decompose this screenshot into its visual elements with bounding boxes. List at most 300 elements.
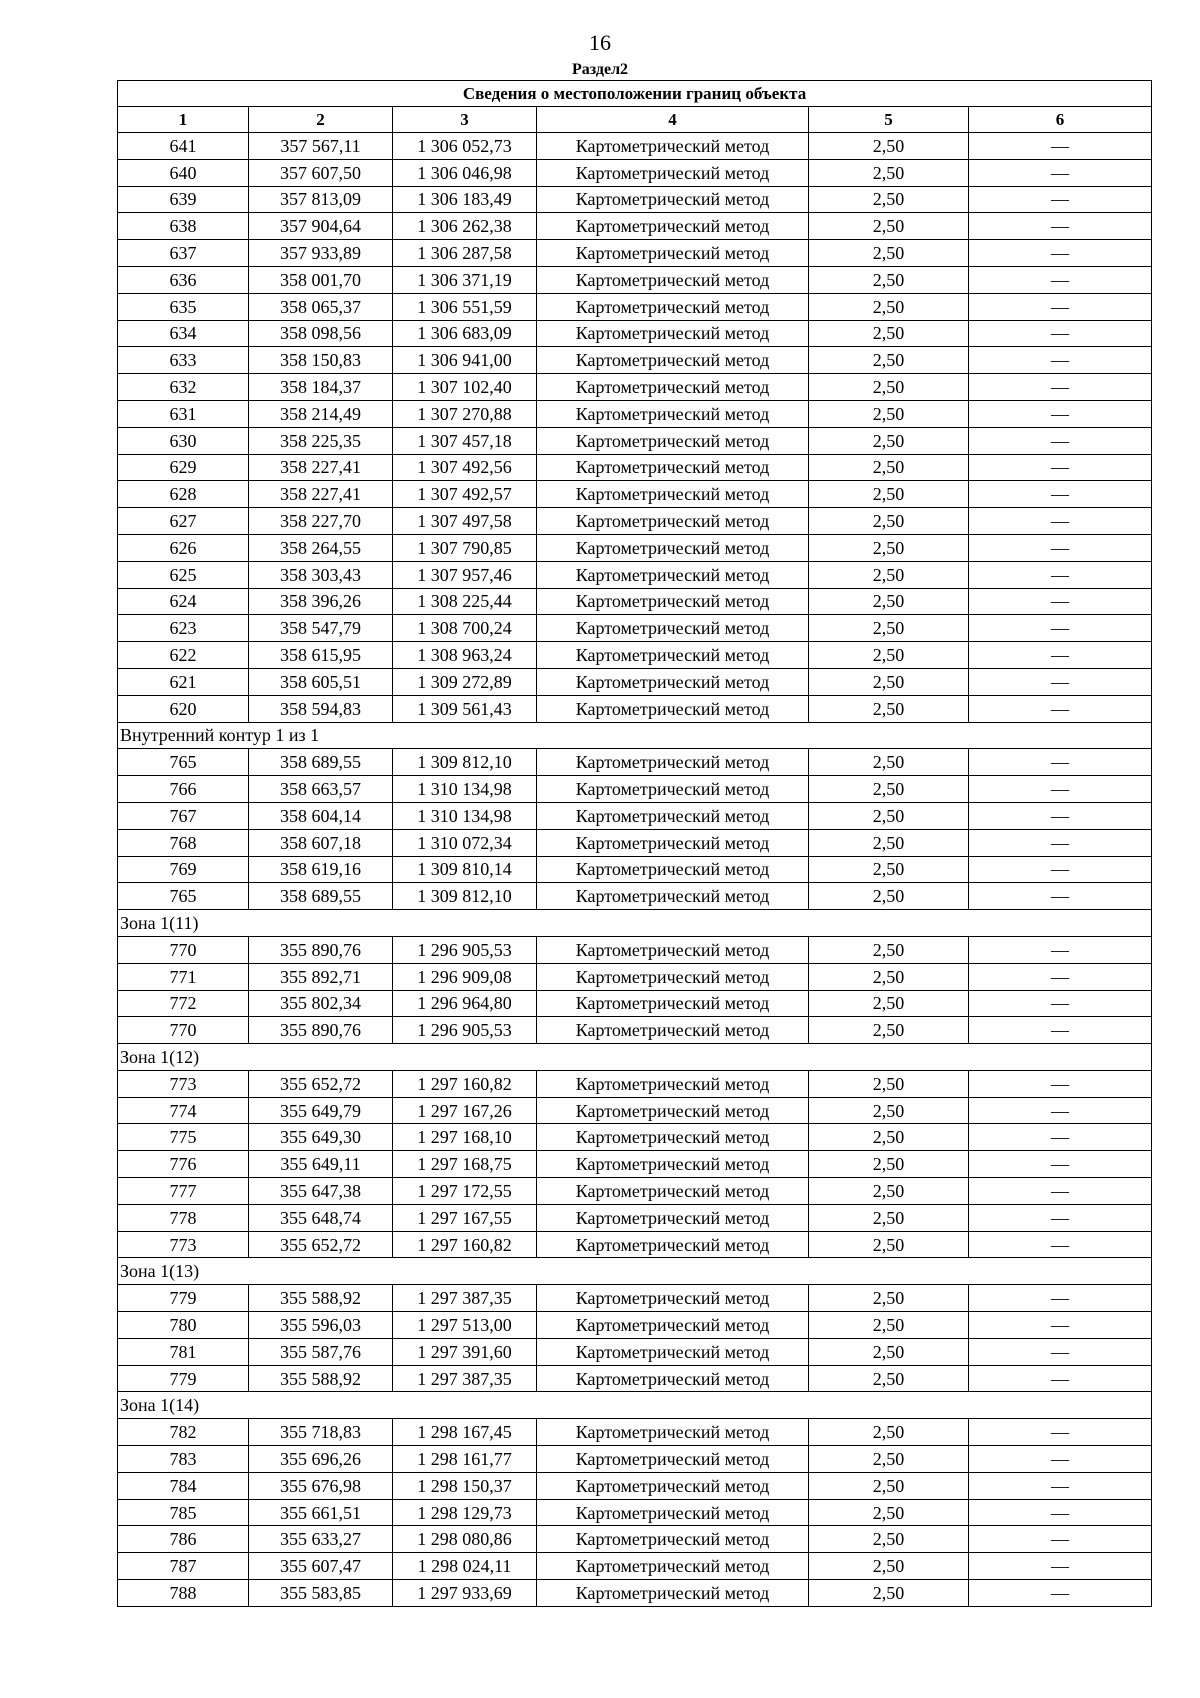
- description-cell: —: [969, 1365, 1152, 1392]
- table-row: [118, 1338, 1152, 1365]
- y-coordinate-cell: 1 306 052,73: [393, 133, 537, 160]
- table-row: [118, 213, 1152, 240]
- description-cell: —: [969, 454, 1152, 481]
- table-row: [118, 856, 1152, 883]
- accuracy-cell: 2,50: [809, 1312, 969, 1339]
- accuracy-cell: 2,50: [809, 963, 969, 990]
- accuracy-cell: 2,50: [809, 1204, 969, 1231]
- y-coordinate-cell: 1 307 457,18: [393, 427, 537, 454]
- method-cell: Картометрический метод: [537, 534, 809, 561]
- description-cell: —: [969, 347, 1152, 374]
- description-cell: —: [969, 240, 1152, 267]
- method-cell: Картометрический метод: [537, 856, 809, 883]
- y-coordinate-cell: 1 307 957,46: [393, 561, 537, 588]
- y-coordinate-cell: 1 307 102,40: [393, 374, 537, 401]
- point-number-cell: 636: [118, 266, 249, 293]
- table-row: [118, 1580, 1152, 1607]
- x-coordinate-cell: 355 648,74: [249, 1204, 393, 1231]
- method-cell: Картометрический метод: [537, 829, 809, 856]
- table-row: [118, 990, 1152, 1017]
- y-coordinate-cell: 1 298 161,77: [393, 1446, 537, 1473]
- accuracy-cell: 2,50: [809, 1553, 969, 1580]
- method-cell: Картометрический метод: [537, 1580, 809, 1607]
- description-cell: —: [969, 1231, 1152, 1258]
- contour-group-row: [118, 722, 1152, 749]
- y-coordinate-cell: 1 309 561,43: [393, 695, 537, 722]
- x-coordinate-cell: 355 583,85: [249, 1580, 393, 1607]
- point-number-cell: 768: [118, 829, 249, 856]
- method-cell: Картометрический метод: [537, 936, 809, 963]
- y-coordinate-cell: 1 306 046,98: [393, 159, 537, 186]
- table-row: [118, 1553, 1152, 1580]
- point-number-cell: 770: [118, 1017, 249, 1044]
- accuracy-cell: 2,50: [809, 1231, 969, 1258]
- accuracy-cell: 2,50: [809, 1285, 969, 1312]
- accuracy-cell: 2,50: [809, 829, 969, 856]
- y-coordinate-cell: 1 297 167,26: [393, 1097, 537, 1124]
- x-coordinate-cell: 358 303,43: [249, 561, 393, 588]
- x-coordinate-cell: 357 813,09: [249, 186, 393, 213]
- point-number-cell: 788: [118, 1580, 249, 1607]
- x-coordinate-cell: 355 661,51: [249, 1499, 393, 1526]
- x-coordinate-cell: 355 652,72: [249, 1231, 393, 1258]
- column-number-row: [118, 107, 1152, 133]
- y-coordinate-cell: 1 310 072,34: [393, 829, 537, 856]
- x-coordinate-cell: 358 663,57: [249, 776, 393, 803]
- table-row: [118, 133, 1152, 160]
- method-cell: Картометрический метод: [537, 347, 809, 374]
- description-cell: —: [969, 936, 1152, 963]
- boundary-table: [117, 80, 1152, 1607]
- x-coordinate-cell: 358 604,14: [249, 802, 393, 829]
- y-coordinate-cell: 1 307 497,58: [393, 508, 537, 535]
- table-row: [118, 508, 1152, 535]
- description-cell: —: [969, 266, 1152, 293]
- table-caption: Сведения о местоположении границ объекта: [118, 81, 1152, 107]
- table-row: [118, 159, 1152, 186]
- x-coordinate-cell: 355 652,72: [249, 1070, 393, 1097]
- contour-group-row: [118, 1044, 1152, 1071]
- method-cell: Картометрический метод: [537, 1151, 809, 1178]
- y-coordinate-cell: 1 310 134,98: [393, 802, 537, 829]
- x-coordinate-cell: 358 396,26: [249, 588, 393, 615]
- method-cell: Картометрический метод: [537, 668, 809, 695]
- accuracy-cell: 2,50: [809, 320, 969, 347]
- x-coordinate-cell: 358 227,41: [249, 481, 393, 508]
- point-number-cell: 621: [118, 668, 249, 695]
- x-coordinate-cell: 358 264,55: [249, 534, 393, 561]
- point-number-cell: 769: [118, 856, 249, 883]
- method-cell: Картометрический метод: [537, 1446, 809, 1473]
- column-number: 6: [969, 107, 1152, 133]
- point-number-cell: 620: [118, 695, 249, 722]
- accuracy-cell: 2,50: [809, 1365, 969, 1392]
- method-cell: Картометрический метод: [537, 427, 809, 454]
- point-number-cell: 629: [118, 454, 249, 481]
- description-cell: —: [969, 481, 1152, 508]
- accuracy-cell: 2,50: [809, 240, 969, 267]
- x-coordinate-cell: 358 065,37: [249, 293, 393, 320]
- table-row: [118, 534, 1152, 561]
- y-coordinate-cell: 1 309 810,14: [393, 856, 537, 883]
- point-number-cell: 775: [118, 1124, 249, 1151]
- x-coordinate-cell: 358 225,35: [249, 427, 393, 454]
- y-coordinate-cell: 1 297 168,10: [393, 1124, 537, 1151]
- method-cell: Картометрический метод: [537, 454, 809, 481]
- method-cell: Картометрический метод: [537, 1178, 809, 1205]
- contour-group-row: [118, 1392, 1152, 1419]
- y-coordinate-cell: 1 297 387,35: [393, 1365, 537, 1392]
- y-coordinate-cell: 1 307 492,57: [393, 481, 537, 508]
- table-row: [118, 347, 1152, 374]
- method-cell: Картометрический метод: [537, 374, 809, 401]
- accuracy-cell: 2,50: [809, 1070, 969, 1097]
- y-coordinate-cell: 1 309 812,10: [393, 883, 537, 910]
- description-cell: —: [969, 1446, 1152, 1473]
- point-number-cell: 778: [118, 1204, 249, 1231]
- table-row: [118, 240, 1152, 267]
- y-coordinate-cell: 1 306 287,58: [393, 240, 537, 267]
- description-cell: —: [969, 749, 1152, 776]
- table-row: [118, 1472, 1152, 1499]
- table-row: [118, 266, 1152, 293]
- x-coordinate-cell: 358 594,83: [249, 695, 393, 722]
- table-row: [118, 1499, 1152, 1526]
- point-number-cell: 627: [118, 508, 249, 535]
- y-coordinate-cell: 1 298 129,73: [393, 1499, 537, 1526]
- method-cell: Картометрический метод: [537, 1472, 809, 1499]
- description-cell: —: [969, 186, 1152, 213]
- method-cell: Картометрический метод: [537, 749, 809, 776]
- description-cell: —: [969, 1312, 1152, 1339]
- method-cell: Картометрический метод: [537, 159, 809, 186]
- y-coordinate-cell: 1 296 905,53: [393, 936, 537, 963]
- table-row: [118, 561, 1152, 588]
- point-number-cell: 782: [118, 1419, 249, 1446]
- point-number-cell: 625: [118, 561, 249, 588]
- y-coordinate-cell: 1 298 024,11: [393, 1553, 537, 1580]
- contour-group-label: Зона 1(11): [118, 910, 1152, 937]
- description-cell: —: [969, 508, 1152, 535]
- x-coordinate-cell: 358 214,49: [249, 400, 393, 427]
- accuracy-cell: 2,50: [809, 990, 969, 1017]
- contour-group-label: Зона 1(14): [118, 1392, 1152, 1419]
- description-cell: —: [969, 1338, 1152, 1365]
- table-row: [118, 1097, 1152, 1124]
- accuracy-cell: 2,50: [809, 400, 969, 427]
- x-coordinate-cell: 358 689,55: [249, 883, 393, 910]
- accuracy-cell: 2,50: [809, 1151, 969, 1178]
- description-cell: —: [969, 1580, 1152, 1607]
- table-row: [118, 1178, 1152, 1205]
- x-coordinate-cell: 358 150,83: [249, 347, 393, 374]
- y-coordinate-cell: 1 308 225,44: [393, 588, 537, 615]
- accuracy-cell: 2,50: [809, 1526, 969, 1553]
- x-coordinate-cell: 355 890,76: [249, 936, 393, 963]
- y-coordinate-cell: 1 297 387,35: [393, 1285, 537, 1312]
- accuracy-cell: 2,50: [809, 936, 969, 963]
- y-coordinate-cell: 1 307 270,88: [393, 400, 537, 427]
- table-row: [118, 1231, 1152, 1258]
- table-row: [118, 400, 1152, 427]
- table-row: [118, 936, 1152, 963]
- accuracy-cell: 2,50: [809, 133, 969, 160]
- x-coordinate-cell: 357 607,50: [249, 159, 393, 186]
- accuracy-cell: 2,50: [809, 1178, 969, 1205]
- method-cell: Картометрический метод: [537, 776, 809, 803]
- description-cell: —: [969, 1017, 1152, 1044]
- description-cell: —: [969, 668, 1152, 695]
- method-cell: Картометрический метод: [537, 990, 809, 1017]
- accuracy-cell: 2,50: [809, 266, 969, 293]
- method-cell: Картометрический метод: [537, 133, 809, 160]
- accuracy-cell: 2,50: [809, 1446, 969, 1473]
- table-row: [118, 1446, 1152, 1473]
- method-cell: Картометрический метод: [537, 1070, 809, 1097]
- accuracy-cell: 2,50: [809, 642, 969, 669]
- x-coordinate-cell: 357 904,64: [249, 213, 393, 240]
- y-coordinate-cell: 1 297 160,82: [393, 1070, 537, 1097]
- method-cell: Картометрический метод: [537, 1553, 809, 1580]
- method-cell: Картометрический метод: [537, 293, 809, 320]
- method-cell: Картометрический метод: [537, 481, 809, 508]
- method-cell: Картометрический метод: [537, 642, 809, 669]
- point-number-cell: 765: [118, 749, 249, 776]
- accuracy-cell: 2,50: [809, 454, 969, 481]
- table-row: [118, 802, 1152, 829]
- description-cell: —: [969, 615, 1152, 642]
- description-cell: —: [969, 1419, 1152, 1446]
- x-coordinate-cell: 355 647,38: [249, 1178, 393, 1205]
- x-coordinate-cell: 355 607,47: [249, 1553, 393, 1580]
- point-number-cell: 767: [118, 802, 249, 829]
- table-row: [118, 776, 1152, 803]
- y-coordinate-cell: 1 306 551,59: [393, 293, 537, 320]
- description-cell: —: [969, 1070, 1152, 1097]
- x-coordinate-cell: 358 184,37: [249, 374, 393, 401]
- table-row: [118, 749, 1152, 776]
- x-coordinate-cell: 355 596,03: [249, 1312, 393, 1339]
- y-coordinate-cell: 1 307 492,56: [393, 454, 537, 481]
- description-cell: —: [969, 856, 1152, 883]
- contour-group-row: [118, 1258, 1152, 1285]
- table-body: [118, 81, 1152, 1607]
- method-cell: Картометрический метод: [537, 588, 809, 615]
- y-coordinate-cell: 1 306 941,00: [393, 347, 537, 374]
- x-coordinate-cell: 358 227,41: [249, 454, 393, 481]
- description-cell: —: [969, 159, 1152, 186]
- method-cell: Картометрический метод: [537, 1499, 809, 1526]
- accuracy-cell: 2,50: [809, 1017, 969, 1044]
- description-cell: —: [969, 1526, 1152, 1553]
- y-coordinate-cell: 1 306 262,38: [393, 213, 537, 240]
- y-coordinate-cell: 1 297 933,69: [393, 1580, 537, 1607]
- description-cell: —: [969, 1204, 1152, 1231]
- point-number-cell: 623: [118, 615, 249, 642]
- description-cell: —: [969, 133, 1152, 160]
- point-number-cell: 784: [118, 1472, 249, 1499]
- point-number-cell: 785: [118, 1499, 249, 1526]
- point-number-cell: 637: [118, 240, 249, 267]
- page-number: 16: [589, 30, 611, 55]
- x-coordinate-cell: 358 001,70: [249, 266, 393, 293]
- x-coordinate-cell: 358 607,18: [249, 829, 393, 856]
- table-row: [118, 588, 1152, 615]
- contour-group-label: Внутренний контур 1 из 1: [118, 722, 1152, 749]
- accuracy-cell: 2,50: [809, 213, 969, 240]
- point-number-cell: 779: [118, 1285, 249, 1312]
- y-coordinate-cell: 1 307 790,85: [393, 534, 537, 561]
- description-cell: —: [969, 588, 1152, 615]
- x-coordinate-cell: 355 649,11: [249, 1151, 393, 1178]
- method-cell: Картометрический метод: [537, 240, 809, 267]
- method-cell: Картометрический метод: [537, 1285, 809, 1312]
- point-number-cell: 624: [118, 588, 249, 615]
- table-row: [118, 1204, 1152, 1231]
- point-number-cell: 641: [118, 133, 249, 160]
- table-row: [118, 1017, 1152, 1044]
- table-row: [118, 695, 1152, 722]
- accuracy-cell: 2,50: [809, 534, 969, 561]
- accuracy-cell: 2,50: [809, 695, 969, 722]
- accuracy-cell: 2,50: [809, 1097, 969, 1124]
- contour-group-row: [118, 910, 1152, 937]
- column-number: 1: [118, 107, 249, 133]
- description-cell: —: [969, 883, 1152, 910]
- method-cell: Картометрический метод: [537, 1338, 809, 1365]
- y-coordinate-cell: 1 298 150,37: [393, 1472, 537, 1499]
- accuracy-cell: 2,50: [809, 1499, 969, 1526]
- point-number-cell: 776: [118, 1151, 249, 1178]
- table-row: [118, 374, 1152, 401]
- description-cell: —: [969, 776, 1152, 803]
- x-coordinate-cell: 358 619,16: [249, 856, 393, 883]
- point-number-cell: 622: [118, 642, 249, 669]
- accuracy-cell: 2,50: [809, 856, 969, 883]
- point-number-cell: 630: [118, 427, 249, 454]
- point-number-cell: 635: [118, 293, 249, 320]
- accuracy-cell: 2,50: [809, 1338, 969, 1365]
- y-coordinate-cell: 1 309 272,89: [393, 668, 537, 695]
- method-cell: Картометрический метод: [537, 1097, 809, 1124]
- table-row: [118, 668, 1152, 695]
- method-cell: Картометрический метод: [537, 561, 809, 588]
- column-number: 2: [249, 107, 393, 133]
- x-coordinate-cell: 357 567,11: [249, 133, 393, 160]
- description-cell: —: [969, 320, 1152, 347]
- table-row: [118, 427, 1152, 454]
- y-coordinate-cell: 1 297 391,60: [393, 1338, 537, 1365]
- point-number-cell: 787: [118, 1553, 249, 1580]
- y-coordinate-cell: 1 306 683,09: [393, 320, 537, 347]
- x-coordinate-cell: 355 890,76: [249, 1017, 393, 1044]
- method-cell: Картометрический метод: [537, 1231, 809, 1258]
- x-coordinate-cell: 355 633,27: [249, 1526, 393, 1553]
- point-number-cell: 786: [118, 1526, 249, 1553]
- accuracy-cell: 2,50: [809, 427, 969, 454]
- description-cell: —: [969, 990, 1152, 1017]
- y-coordinate-cell: 1 298 167,45: [393, 1419, 537, 1446]
- contour-group-label: Зона 1(13): [118, 1258, 1152, 1285]
- table-row: [118, 454, 1152, 481]
- accuracy-cell: 2,50: [809, 1419, 969, 1446]
- point-number-cell: 772: [118, 990, 249, 1017]
- table-row: [118, 1526, 1152, 1553]
- accuracy-cell: 2,50: [809, 561, 969, 588]
- point-number-cell: 771: [118, 963, 249, 990]
- y-coordinate-cell: 1 297 168,75: [393, 1151, 537, 1178]
- point-number-cell: 633: [118, 347, 249, 374]
- x-coordinate-cell: 358 615,95: [249, 642, 393, 669]
- description-cell: —: [969, 1285, 1152, 1312]
- description-cell: —: [969, 400, 1152, 427]
- description-cell: —: [969, 561, 1152, 588]
- description-cell: —: [969, 213, 1152, 240]
- description-cell: —: [969, 829, 1152, 856]
- description-cell: —: [969, 1097, 1152, 1124]
- y-coordinate-cell: 1 296 905,53: [393, 1017, 537, 1044]
- point-number-cell: 639: [118, 186, 249, 213]
- accuracy-cell: 2,50: [809, 347, 969, 374]
- y-coordinate-cell: 1 297 167,55: [393, 1204, 537, 1231]
- method-cell: Картометрический метод: [537, 400, 809, 427]
- point-number-cell: 631: [118, 400, 249, 427]
- table-row: [118, 293, 1152, 320]
- x-coordinate-cell: 358 605,51: [249, 668, 393, 695]
- x-coordinate-cell: 355 892,71: [249, 963, 393, 990]
- accuracy-cell: 2,50: [809, 1124, 969, 1151]
- x-coordinate-cell: 358 227,70: [249, 508, 393, 535]
- table-row: [118, 1285, 1152, 1312]
- y-coordinate-cell: 1 296 909,08: [393, 963, 537, 990]
- point-number-cell: 770: [118, 936, 249, 963]
- y-coordinate-cell: 1 297 513,00: [393, 1312, 537, 1339]
- description-cell: —: [969, 1472, 1152, 1499]
- y-coordinate-cell: 1 297 172,55: [393, 1178, 537, 1205]
- accuracy-cell: 2,50: [809, 1580, 969, 1607]
- description-cell: —: [969, 642, 1152, 669]
- method-cell: Картометрический метод: [537, 802, 809, 829]
- point-number-cell: 632: [118, 374, 249, 401]
- y-coordinate-cell: 1 309 812,10: [393, 749, 537, 776]
- accuracy-cell: 2,50: [809, 588, 969, 615]
- method-cell: Картометрический метод: [537, 186, 809, 213]
- method-cell: Картометрический метод: [537, 615, 809, 642]
- method-cell: Картометрический метод: [537, 883, 809, 910]
- point-number-cell: 781: [118, 1338, 249, 1365]
- x-coordinate-cell: 355 588,92: [249, 1365, 393, 1392]
- accuracy-cell: 2,50: [809, 883, 969, 910]
- point-number-cell: 773: [118, 1231, 249, 1258]
- method-cell: Картометрический метод: [537, 213, 809, 240]
- y-coordinate-cell: 1 306 183,49: [393, 186, 537, 213]
- point-number-cell: 765: [118, 883, 249, 910]
- table-row: [118, 186, 1152, 213]
- description-cell: —: [969, 293, 1152, 320]
- table-row: [118, 1312, 1152, 1339]
- point-number-cell: 638: [118, 213, 249, 240]
- table-row: [118, 1124, 1152, 1151]
- description-cell: —: [969, 374, 1152, 401]
- description-cell: —: [969, 1499, 1152, 1526]
- column-number: 5: [809, 107, 969, 133]
- accuracy-cell: 2,50: [809, 481, 969, 508]
- point-number-cell: 773: [118, 1070, 249, 1097]
- x-coordinate-cell: 355 588,92: [249, 1285, 393, 1312]
- table-row: [118, 615, 1152, 642]
- y-coordinate-cell: 1 297 160,82: [393, 1231, 537, 1258]
- table-row: [118, 642, 1152, 669]
